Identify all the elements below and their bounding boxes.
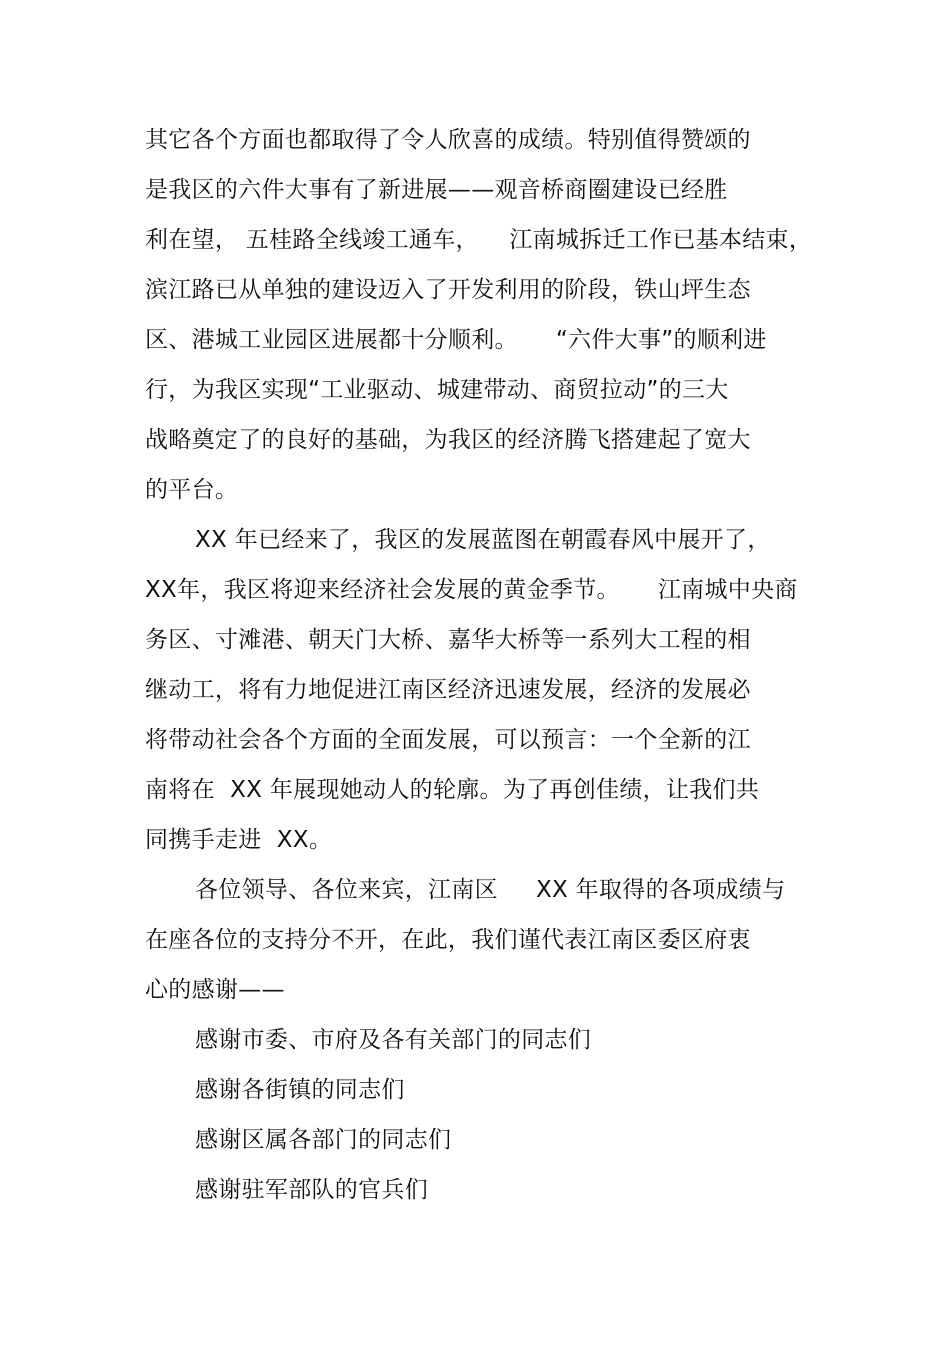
text-line: 同携手走进 XX。 [145,827,333,853]
text-line: 利在望， 五桂路全线竣工通车， 江南城拆迁工作已基本结束， [145,227,813,253]
text-line: XX年，我区将迎来经济社会发展的黄金季节。 江南城中央商 [145,577,798,603]
text-line: 滨江路已从单独的建设迈入了开发利用的阶段，铁山坪生态 [145,277,751,303]
text-line: 在座各位的支持分不开，在此，我们谨代表江南区委区府衷 [145,927,751,953]
text-line: 是我区的六件大事有了新进展——观音桥商圈建设已经胜 [145,177,728,203]
text-line: 区、港城工业园区进展都十分顺利。 “六件大事”的顺利进 [145,327,767,353]
paragraph-start-line: XX 年已经来了，我区的发展蓝图在朝霞春风中展开了， [195,527,771,553]
text-line: 战略奠定了的良好的基础，为我区的经济腾飞搭建起了宽大 [145,427,751,453]
thanks-line: 感谢驻军部队的官兵们 [195,1177,428,1203]
text-line: 将带动社会各个方面的全面发展，可以预言：一个全新的江 [145,727,751,753]
thanks-line: 感谢区属各部门的同志们 [195,1127,452,1153]
text-line: 继动工，将有力地促进江南区经济迅速发展，经济的发展必 [145,677,751,703]
text-line: 的平台。 [145,477,239,503]
text-line: 心的感谢—— [145,977,285,1003]
paragraph-start-line: 各位领导、各位来宾，江南区 XX 年取得的各项成绩与 [195,877,786,903]
thanks-line: 感谢市委、市府及各有关部门的同志们 [195,1027,592,1053]
text-line: 其它各个方面也都取得了令人欣喜的成绩。特别值得赞颂的 [145,127,751,153]
thanks-line: 感谢各街镇的同志们 [195,1077,405,1103]
text-line: 务区、寸滩港、朝天门大桥、嘉华大桥等一系列大工程的相 [145,627,751,653]
text-line: 南将在 XX 年展现她动人的轮廓。为了再创佳绩，让我们共 [145,777,760,803]
text-line: 行，为我区实现“工业驱动、城建带动、商贸拉动”的三大 [145,377,729,403]
